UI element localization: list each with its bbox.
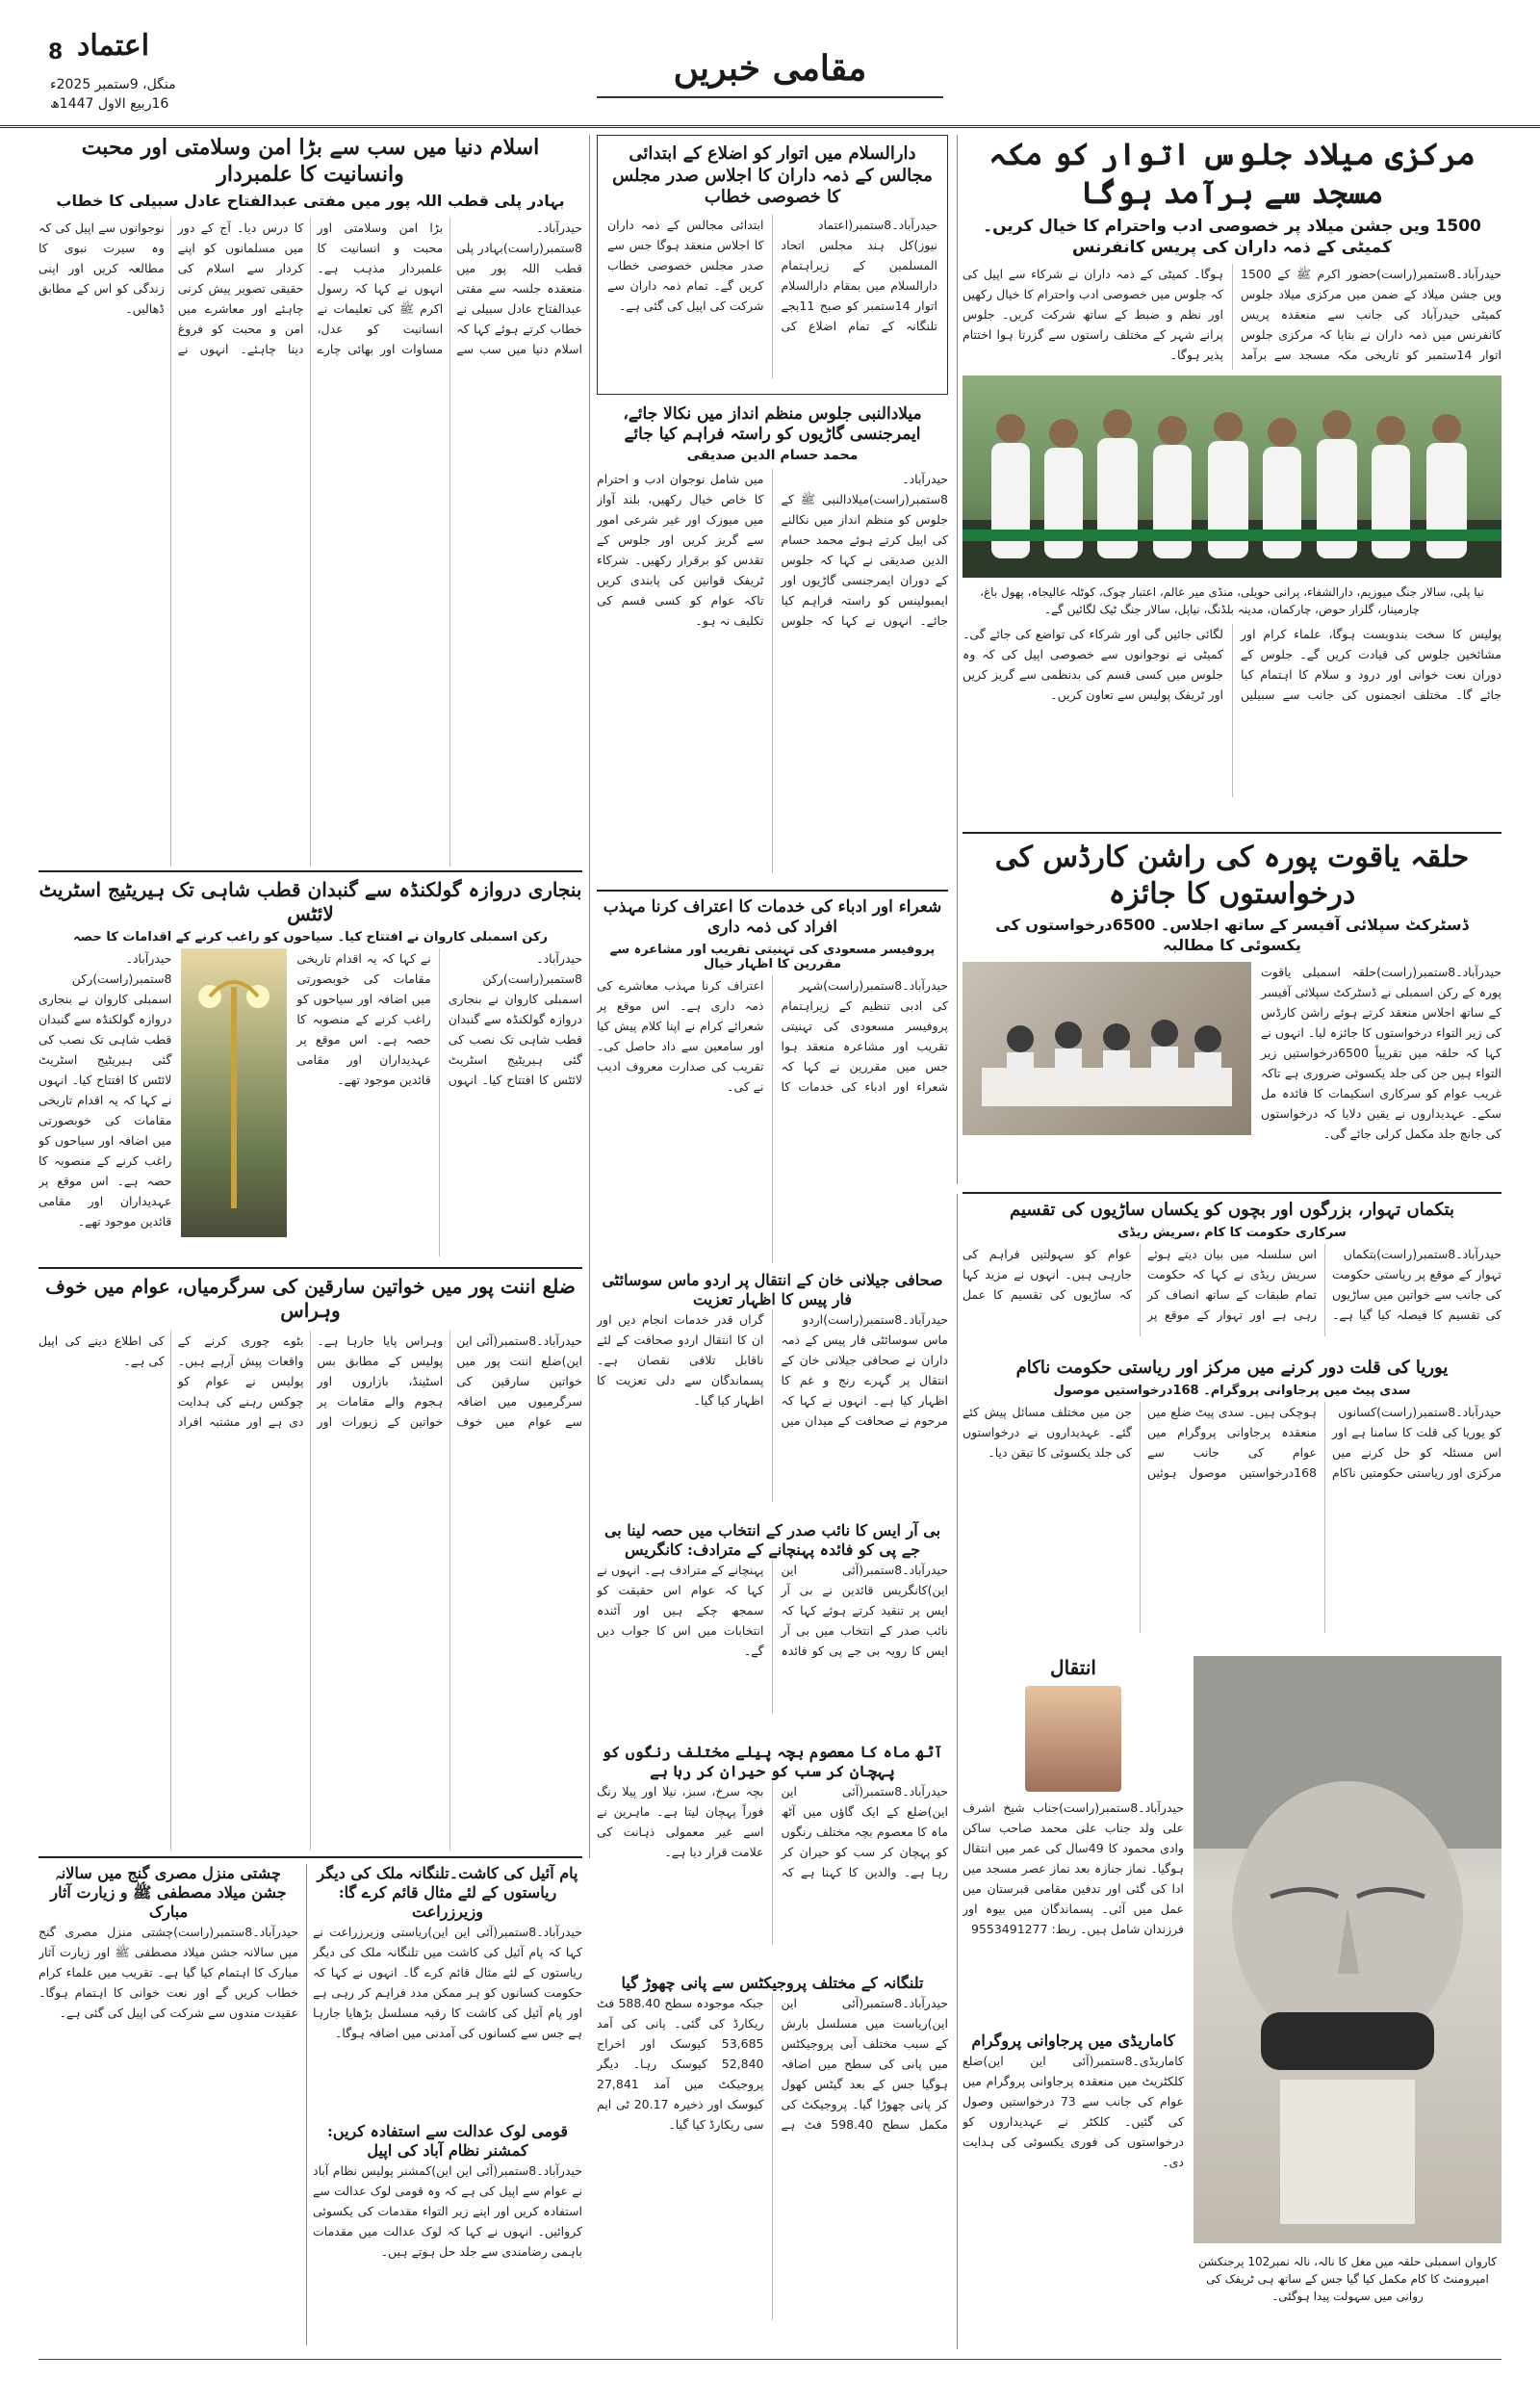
- article-infant-colors: [597, 1743, 948, 1964]
- article-body-continued: پولیس کا سخت بندوبست ہوگا، علماء کرام اور مشائخین جلوس کی قیادت کریں گے۔ جلوس کے دوران نعت خوانی اور درود و سلام کا اہتمام کیا جائے گا۔ مختلف انجمنوں کی جانب سے سبیلیں لگائی جائیں گی اور شرکاء کی تواضع کی جائے گی۔ کمیٹی نے نوجوانوں سے خصوصی اپیل کی کہ وہ جلوس میں کسی قسم کی بدنظمی سے گریز کریں اور ٹریفک پولیس سے تعاون کریں۔: [962, 627, 1502, 703]
- article-separator: [962, 832, 1502, 834]
- article-milad-procession: [962, 135, 1502, 828]
- subhead: بہادر پلی قطب اللہ پور میں مفتی عبدالفتاح عادل سبیلی کا خطاب: [56, 192, 565, 210]
- article-body: حیدرآباد۔8ستمبر(راست)میلادالنبی ﷺ کے جلوس کو منظم انداز میں نکالنے کی اپیل کرتے ہوئے محمد حسام الدین صدیقی نے کہا کہ جلوس کے دوران ایمرجنسی گاڑیوں اور ایمبولینس کو راستہ فراہم کیا جائے۔ انہوں نے کہا کہ جلوس میں شامل نوجوان ادب و احترام کا خاص خیال رکھیں، بلند آواز میں میوزک اور غیر شرعی امور سے گریز کریں اور جلوس کے تقدس کو برقرار رکھیں۔ شرکاء ٹریفک قوانین کی پابندی کریں تاکہ عوام کو کسی قسم کی تکلیف نہ ہو۔: [597, 471, 948, 628]
- column-divider: [957, 1194, 958, 2349]
- column-divider: [957, 135, 958, 1184]
- article-body: حیدرآباد۔8ستمبر(آئی این این)ریاست میں مسلسل بارش کے سبب مختلف آبی پروجیکٹس میں پانی کی سطح میں اضافہ ہوگیا جس کے بعد گیٹس کھول کر پانی چھوڑا گیا۔ پروجیکٹ کی مکمل سطح 598.40 فٹ ہے جبکہ موجودہ سطح 588.40 فٹ ریکارڈ کی گئی۔ پانی کی آمد 53,685 کیوسک اور اخراج 52,840 کیوسک رہا۔ دیگر پروجیکٹ میں آمد 27,841 کیوسک اور ذخیرہ 20.17 ٹی ایم سی ریکارڈ کیا گیا۔: [597, 1996, 948, 2132]
- photo-group-people: [962, 375, 1502, 578]
- article-bathukamma-sarees: [962, 1200, 1502, 1354]
- section-underline: [597, 96, 943, 98]
- article-body-side: حیدرآباد۔8ستمبر(راست)رکن اسمبلی کاروان نے بنجاری دروازہ گولکنڈہ سے گنبدان قطب شاہی تک نصب کی گئی ہیریٹیج اسٹریٹ لائٹس کا افتتاح کیا۔ انہوں نے کہا کہ یہ اقدام تاریخی مقامات کی خوبصورتی میں اضافہ اور سیاحوں کو راغب کرنے کے منصوبہ کا حصہ ہے۔ اس موقع پر عہدیداران اور مقامی قائدین موجود تھے۔: [38, 951, 172, 1229]
- brand-logo: اعتماد: [77, 29, 150, 63]
- article-body: حیدرآباد۔8ستمبر(راست)رکن اسمبلی کاروان نے بنجاری دروازہ گولکنڈہ سے گنبدان قطب شاہی تک نصب کی گئی ہیریٹیج اسٹریٹ لائٹس کا افتتاح کیا۔ انہوں نے کہا کہ یہ اقدام تاریخی مقامات کی خوبصورتی میں اضافہ اور سیاحوں کو راغب کرنے کے منصوبہ کا حصہ ہے۔ اس موقع پر عہدیداران اور مقامی قائدین موجود تھے۔: [296, 951, 582, 1087]
- headline: صحافی جیلانی خان کے انتقال پر اردو ماس سوسائٹی فار پیس کا اظہار تعزیت: [602, 1271, 943, 1308]
- issue-dates: [50, 75, 176, 114]
- headline: میلادالنبی جلوس منظم انداز میں نکالا جائے، ایمرجنسی گاڑیوں کو راستہ فراہم کیا جائے: [623, 404, 922, 445]
- subhead: رکن اسمبلی کاروان نے افتتاح کیا۔ سیاحوں کو راغب کرنے کے اقدامات کا حصہ: [73, 930, 548, 945]
- headline: ضلع اننت پور میں خواتین سارقین کی سرگرمیاں، عوام میں خوف وہراس: [45, 1275, 576, 1322]
- photo-caption-block: [1194, 2253, 1502, 2349]
- article-palm-oil: [313, 1864, 582, 2345]
- headline: انتقال: [1050, 1656, 1096, 1679]
- article-body: حیدرآباد۔8ستمبر(راست)کسانوں کو یوریا کی قلت کا سامنا ہے اور اس مسئلہ کو حل کرنے میں مرکزی اور ریاستی حکومتیں ناکام ہوچکی ہیں۔ سدی پیٹ ضلع میں منعقدہ پرجاوانی پروگرام میں عوام کی جانب سے 168درخواستیں موصول ہوئیں جن میں مختلف مسائل پیش کئے گئے۔ عہدیداروں نے درخواستوں کی جلد یکسوئی کا تیقن دیا۔: [962, 1404, 1502, 1480]
- headline: دارالسلام میں اتوار کو اضلاع کے ابتدائی مجالس کے ذمہ داران کا اجلاس صدر مجلس کا خصوصی خطاب: [612, 143, 933, 207]
- headline: پام آئیل کی کاشت۔تلنگانہ ملک کی دیگر ریاستوں کے لئے مثال قائم کرے گا: وزیرزراعت: [317, 1864, 578, 1921]
- statue-photo: [1194, 1656, 1502, 2243]
- page-number: 8: [48, 40, 64, 65]
- article-anantapur-thieves: [38, 1275, 582, 1852]
- headline: چشتی منزل مصری گنج میں سالانہ جشن میلاد مصطفی ﷺ و زیارت آثار مبارک: [50, 1864, 287, 1921]
- article-body: حیدرآباد۔8ستمبر(راست)حلقہ اسمبلی یاقوت پورہ کے رکن اسمبلی نے ڈسٹرکٹ سپلائی آفیسر کے ساتھ اجلاس منعقد کرتے ہوئے راشن کارڈس کی زیر التواء درخواستوں کا جائزہ لیا۔ انہوں نے کہا کہ حلقہ میں تقریباً 6500درخواستیں زیر التواء ہیں جن کی جلد یکسوئی ضروری ہے تاکہ غریب عوام کو سرکاری اسکیمات کا فائدہ مل سکے۔ عہدیداروں نے یقین دلایا کہ درخواستوں کی جانچ جلد مکمل کرلی جائے گی۔: [1261, 964, 1502, 1141]
- article-projects-water: [597, 1974, 948, 2349]
- headline: تلنگانہ کے مختلف پروجیکٹس سے پانی چھوڑ گیا: [621, 1974, 924, 1992]
- article-body-lok-adalat: حیدرآباد۔8ستمبر(آئی این این)کمشنر پولیس نظام آباد نے عوام سے اپیل کی ہے کہ وہ قومی لوک عدالت سے استفادہ کریں اور اپنے زیر التواء مقدمات کی یکسوئی کروائیں۔ انہوں نے کہا کہ لوک عدالت میں مقدمات باہمی رضامندی سے جلد حل ہوتے ہیں۔: [313, 2163, 582, 2259]
- headline: کاماریڈی میں پرجاوانی پروگرام: [971, 2032, 1175, 2050]
- page-bottom-rule: [38, 2359, 1502, 2360]
- column-divider: [589, 135, 590, 1858]
- article-body: حیدرآباد۔8ستمبر(راست)بہادر پلی قطب اللہ پور میں منعقدہ جلسہ سے مفتی عبدالفتاح عادل سبیلی نے خطاب کرتے ہوئے کہا کہ اسلام دنیا میں سب سے بڑا امن وسلامتی اور محبت و انسانیت کا علمبردار مذہب ہے۔ انہوں نے کہا کہ رسول اکرم ﷺ کی تعلیمات نے انسانیت کو عدل، مساوات اور بھائی چارے کا درس دیا۔ آج کے دور میں مسلمانوں کو اپنے کردار سے اسلام کی حقیقی تصویر پیش کرنی چاہئے اور معاشرے میں امن و محبت کو فروغ دینا چاہئے۔ انہوں نے نوجوانوں سے اپیل کی کہ وہ سیرت نبوی کا مطالعہ کریں اور اپنی زندگی کو اس کے مطابق ڈھالیں۔: [38, 220, 582, 356]
- article-body: حیدرآباد۔8ستمبر(راست)چشتی منزل مصری گنج میں سالانہ جشن میلاد مصطفی ﷺ اور زیارت آثار مبارک کا اہتمام کیا گیا ہے۔ تقریب میں علماء کرام خطاب کریں گے اور نعت خوانی کا اہتمام ہوگا۔ عقیدت مندوں سے شرکت کی اپیل کی گئی ہے۔: [38, 1925, 298, 2020]
- photo-caption: نیا پلی، سالار جنگ میوزیم، دارالشفاء، پرانی حویلی، منڈی میر عالم، اعتبار چوک، کوٹلہ عالیجاہ، پھول باغ، چارمینار، گلزار حوض، چارکمان، مدینہ بلڈنگ، نیاپل، سالار جنگ ٹیک لگائیں گے۔: [980, 585, 1484, 617]
- photo-lamp-post: [181, 948, 287, 1237]
- article-separator: [38, 870, 582, 872]
- date-hijri: 16ربیع الاول 1447ھ: [50, 96, 169, 112]
- article-ration-cards: [962, 840, 1502, 1186]
- article-body: حیدرآباد۔8ستمبر(راست)اردو ماس سوسائٹی فار پیس کے ذمہ داران نے صحافی جیلانی خان کے انتقال پر گہرے رنج و غم کا اظہار کیا ہے۔ انہوں نے کہا کہ مرحوم نے صحافت کے میدان میں گراں قدر خدمات انجام دیں اور ان کا انتقال اردو صحافت کے لئے ناقابل تلافی نقصان ہے۔ پسماندگان سے دلی تعزیت کا اظہار کیا گیا۔: [597, 1312, 948, 1428]
- article-milad-discipline: [597, 404, 948, 886]
- article-body: حیدرآباد۔8ستمبر(راست)بتکماں تہوار کے موقع پر ریاستی حکومت کی جانب سے خواتین میں ساڑیوں کی تقسیم کا فیصلہ کیا گیا ہے۔ اس سلسلہ میں بیان دیتے ہوئے سریش ریڈی نے کہا کہ حکومت تمام طبقات کے ساتھ انصاف کر رہی ہے اور تہوار کے موقع پر عوام کو سہولتیں فراہم کی جارہی ہیں۔ انہوں نے مزید کہا کہ ساڑیوں کی تقسیم کا عمل: [962, 1246, 1502, 1322]
- article-darussalam-meeting: [597, 135, 948, 395]
- subhead: 1500 ویں جشن میلاد پر خصوصی ادب واحترام کا خیال کریں۔کمیٹی کے ذمہ داران کی پریس کانفرنس: [983, 217, 1481, 258]
- portrait-photo: [1025, 1686, 1121, 1792]
- photo-stone-face-sculpture: [1194, 1656, 1502, 2243]
- subhead: پروفیسر مسعودی کی تہنیتی تقریب اور مشاعرہ سے مقررین کا اظہار خیال: [609, 942, 936, 971]
- photo-caption: کاروان اسمبلی حلقہ میں مغل کا نالہ، نالہ نمبر102 پرجنکشن امپرومنٹ کا کام مکمل کیا گیا جس کے ساتھ ہی ٹریفک کی روانی میں سہولت پیدا ہوگئی۔: [1198, 2255, 1497, 2303]
- article-urea-shortage: [962, 1358, 1502, 1646]
- article-body: حیدرآباد۔8ستمبر(اعتماد نیوز)کل ہند مجلس اتحاد المسلمین کے زیراہتمام دارالسلام میں بمقام دارالسلام اتوار 14ستمبر کو صبح 11بجے تلنگانہ کے تمام اضلاع کی ابتدائی مجالس کے ذمہ داران کا اجلاس منعقد ہوگا جس سے صدر مجلس خصوصی خطاب کریں گے۔ تمام ذمہ داران سے شرکت کی اپیل کی گئی ہے۔: [607, 217, 937, 333]
- press-conference-photo: [962, 375, 1502, 578]
- subhead: سدی پیٹ میں پرجاوانی پروگرام۔ 168درخواستیں موصول: [1053, 1383, 1411, 1398]
- article-poets-tribute: [597, 897, 948, 1263]
- article-body: حیدرآباد۔8ستمبر(آئی این این)کانگریس قائدین نے بی آر ایس پر تنقید کرتے ہوئے کہا کہ نائب صدر کے انتخاب میں بی آر ایس کا رویہ بی جے پی کو فائدہ پہنچانے کے مترادف ہے۔ انہوں نے کہا کہ عوام اس حقیقت کو سمجھ چکے ہیں اور آئندہ انتخابات میں اس کا جواب دیں گے۔: [597, 1563, 948, 1658]
- headline: یوریا کی قلت دور کرنے میں مرکز اور ریاستی حکومت ناکام: [1015, 1358, 1449, 1378]
- headline: مرکزی میلاد جلوس اتوار کو مکہ مسجد سے برآمد ہوگا: [988, 136, 1476, 211]
- headline-lok-adalat: قومی لوک عدالت سے استفادہ کریں: کمشنر نظام آباد کی اپیل: [326, 2122, 569, 2160]
- article-brs-congress: [597, 1521, 948, 1733]
- article-body: حیدرآباد۔8ستمبر(راست)شہر کی ادبی تنظیم کے زیراہتمام پروفیسر مسعودی کی تہنیتی تقریب اور مشاعرہ منعقد ہوا جس میں مقررین نے کہا کہ شعراء اور ادباء کی خدمات کا اعتراف کرنا مہذب معاشرے کی ذمہ داری ہے۔ اس موقع پر شعرائے کرام نے اپنا کلام پیش کیا اور سامعین سے داد حاصل کی۔ تقریب کی صدارت معروف ادیب نے کی۔: [597, 977, 948, 1094]
- article-death-notice: [962, 1656, 1184, 2022]
- article-body: حیدرآباد۔8ستمبر(آئی این این)ضلع اننت پور میں خواتین سارقین کی سرگرمیوں میں اضافہ سے عوام میں خوف وہراس پایا جارہا ہے۔ پولیس کے مطابق بس اسٹینڈ، بازاروں اور ہجوم والے مقامات پر خواتین کے زیورات اور بٹوے چوری کرنے کے واقعات پیش آرہے ہیں۔ پولیس نے عوام کو چوکس رہنے کی ہدایت دی ہے اور مشتبہ افراد کی اطلاع دینے کی اپیل کی ہے۔: [38, 1333, 582, 1429]
- headline: بی آر ایس کا نائب صدر کے انتخاب میں حصہ لینا بی جے پی کو فائدہ پہنچانے کے مترادف: کانگریس: [603, 1521, 941, 1559]
- photo-meeting-table: [962, 962, 1251, 1135]
- headline: حلقہ یاقوت پورہ کی راشن کارڈس کی درخواستوں کا جائزہ: [994, 841, 1470, 911]
- subhead: سرکاری حکومت کا کام ،سریش ریڈی: [1117, 1225, 1347, 1240]
- article-kamareddy-prajavani: [962, 2032, 1184, 2340]
- article-body: حیدرآباد۔8ستمبر(راست)جناب شیخ اشرف علی ولد جناب علی محمد صاحب ساکن وادی محمود کا 49سال کی عمر میں انتقال ہوگیا۔ نماز جنازہ بعد نماز عصر مسجد میں ادا کی گئی اور تدفین مقامی قبرستان میں عمل میں آئی۔ پسماندگان میں بیوہ اور فرزندان شامل ہیں۔ ربط: 9553491277: [962, 1800, 1184, 1936]
- article-body: حیدرآباد۔8ستمبر(آئی این این)ریاستی وزیرزراعت نے کہا کہ پام آئیل کی کاشت میں تلنگانہ ملک کی دیگر ریاستوں کے لئے مثال قائم کرے گا۔ انہوں نے کہا کہ حکومت کسانوں کو ہر ممکن مدد فراہم کر رہی ہے اور پام آئیل کی کاشت کا رقبہ مسلسل بڑھایا جارہا ہے جس سے کسانوں کی آمدنی میں اضافہ ہوگا۔: [313, 1925, 582, 2040]
- date-gregorian: منگل، 9ستمبر 2025ء: [50, 77, 176, 92]
- subhead: ڈسٹرکٹ سپلائی آفیسر کے ساتھ اجلاس۔ 6500درخواستوں کی یکسوئی کا مطالبہ: [995, 916, 1469, 954]
- headline: اسلام دنیا میں سب سے بڑا امن وسلامتی اور محبت وانسانیت کا علمبردار: [81, 135, 540, 187]
- headline: شعراء اور ادباء کی خدمات کا اعتراف کرنا مہذب افراد کی ذمہ داری: [603, 897, 942, 938]
- article-body: حیدرآباد۔8ستمبر(راست)حضور اکرم ﷺ کے 1500 ویں جشن میلاد کے ضمن میں مرکزی میلاد جلوس کمیٹی حیدرآباد کی جانب سے منعقدہ پریس کانفرنس میں ذمہ داران نے بتایا کہ مرکزی جلوس اتوار 14ستمبر کو تاریخی مکہ مسجد سے برآمد ہوگا۔ کمیٹی کے ذمہ داران نے شرکاء سے اپیل کی کہ جلوس میں خصوصی ادب واحترام کا خیال رکھیں اور نظم و ضبط کے ساتھ شرکت کریں۔ جلوس پرانے شہر کے مختلف راستوں سے گزرتا ہوا اختتام پذیر ہوگا۔: [962, 267, 1502, 363]
- masthead: [0, 0, 1540, 128]
- article-separator: [38, 1267, 582, 1269]
- article-chishti-manzil: [38, 1864, 298, 2345]
- article-heritage-lights: [38, 878, 582, 1263]
- article-separator: [962, 1192, 1502, 1194]
- headline: بنجاری دروازہ گولکنڈہ سے گنبدان قطب شاہی تک ہیریٹیج اسٹریٹ لائٹس: [38, 878, 582, 925]
- article-body: حیدرآباد۔8ستمبر(آئی این این)ضلع کے ایک گاؤں میں آٹھ ماہ کا معصوم بچہ مختلف رنگوں کو پہچان کر سب کو حیران کر رہا ہے۔ والدین کا کہنا ہے کہ بچہ سرخ، سبز، نیلا اور پیلا رنگ فوراً پہچان لیتا ہے۔ ماہرین نے اسے غیر معمولی ذہانت کی علامت قرار دیا ہے۔: [597, 1784, 948, 1879]
- article-islam-peace: [38, 135, 582, 867]
- column-divider: [306, 1864, 307, 2345]
- article-body: کاماریڈی۔8ستمبر(آئی این این)ضلع کلکٹریٹ میں منعقدہ پرجاوانی پروگرام میں عوام کی جانب سے 73 درخواستیں وصول کی گئیں۔ کلکٹر نے عہدیداروں کو درخواستوں کی فوری یکسوئی کی ہدایت دی۔: [962, 2054, 1184, 2169]
- article-separator: [38, 1856, 582, 1858]
- headline: آٹھ ماہ کا معصوم بچہ پیلے مختلف رنگوں کو پہچان کر سب کو حیران کر رہا ہے: [602, 1743, 943, 1780]
- headline: بتکماں تہوار، بزرگوں اور بچوں کو یکساں ساڑیوں کی تقسیم: [1009, 1200, 1455, 1220]
- byline: محمد حسام الدین صدیقی: [686, 447, 859, 463]
- article-journalist-condolence: [597, 1271, 948, 1512]
- section-title: مقامی خبریں: [673, 48, 867, 89]
- street-lights-photo: [181, 948, 287, 1237]
- meeting-photo: [962, 962, 1251, 1135]
- article-separator: [597, 890, 948, 892]
